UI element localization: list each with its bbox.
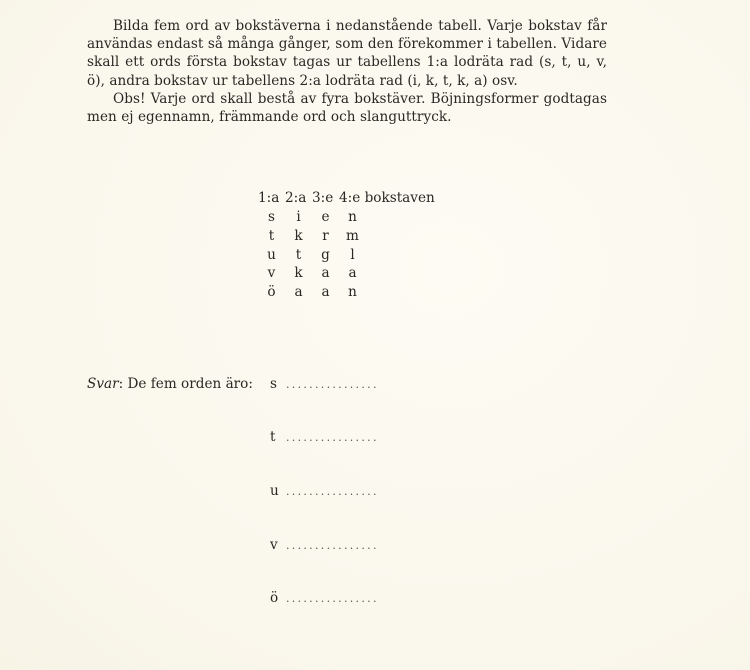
table-cell: a	[321, 265, 330, 282]
answer-label: Svar	[87, 376, 119, 392]
answer-blank[interactable]: ................	[286, 378, 379, 391]
letter-table	[258, 188, 435, 302]
answer-blank[interactable]: ................	[286, 592, 379, 605]
table-cell: t	[268, 227, 275, 244]
answer-start-letter: s	[270, 376, 277, 392]
table-cell: a	[321, 284, 330, 301]
header-col-2: 2:a	[285, 190, 307, 206]
answer-blank[interactable]: ................	[286, 431, 379, 444]
answer-line-u[interactable]	[270, 483, 379, 499]
table-row	[258, 246, 435, 265]
table-cell: e	[321, 209, 330, 225]
table-row	[258, 283, 435, 302]
table-cell: i	[296, 209, 301, 225]
header-col-4: 4:e bokstaven	[339, 190, 435, 206]
instructions-text	[87, 17, 607, 126]
table-cell: a	[294, 284, 303, 301]
table-cell: a	[348, 265, 357, 282]
header-col-3: 3:e	[312, 190, 334, 206]
answer-line-t[interactable]	[270, 429, 379, 445]
answer-line-v[interactable]	[270, 537, 379, 553]
answer-start-letter: v	[270, 537, 278, 553]
answer-start-letter: u	[270, 483, 279, 499]
table-cell: m	[346, 227, 359, 244]
answer-line-s[interactable]	[270, 376, 379, 392]
table-cell: k	[294, 265, 303, 282]
table-cell: l	[350, 246, 355, 263]
answer-line-o-umlaut[interactable]	[270, 590, 379, 606]
table-cell: n	[348, 284, 357, 301]
table-cell: n	[348, 209, 357, 225]
table-cell: k	[294, 227, 303, 244]
instructions-paragraph-2: Obs! Varje ord skall bestå av fyra bokstäver. Böjningsformer godtagas men ej egennamn, främmande ord och slanguttryck.	[87, 90, 607, 126]
answer-prompt-text: : De fem orden äro:	[118, 376, 253, 392]
table-row	[258, 227, 435, 246]
answer-prompt	[87, 376, 253, 392]
answer-blank[interactable]: ................	[286, 485, 379, 498]
table-cell: v	[267, 265, 276, 282]
table-row	[258, 208, 435, 227]
answer-blank[interactable]: ................	[286, 539, 379, 552]
table-cell: r	[322, 227, 329, 244]
header-col-1: 1:a	[258, 190, 280, 206]
table-cell: g	[321, 246, 330, 263]
table-row	[258, 264, 435, 283]
table-cell: s	[268, 209, 275, 225]
letter-table-header	[258, 188, 435, 208]
table-cell: t	[295, 246, 302, 263]
instructions-paragraph-1: Bilda fem ord av bokstäverna i nedanstående tabell. Varje bokstav får användas endast så många gånger, som den förekommer i tabellen. Vidare skall ett ords första bokstav tagas ur tabellens 1:a lodräta rad (s, t, u, v, ö), andra bokstav ur tabellens 2:a lodräta rad (i, k, t, k, a) osv.	[87, 18, 607, 89]
answer-start-letter: ö	[270, 590, 279, 606]
answer-start-letter: t	[270, 429, 276, 445]
table-cell: u	[267, 246, 276, 263]
table-cell: ö	[267, 284, 276, 301]
